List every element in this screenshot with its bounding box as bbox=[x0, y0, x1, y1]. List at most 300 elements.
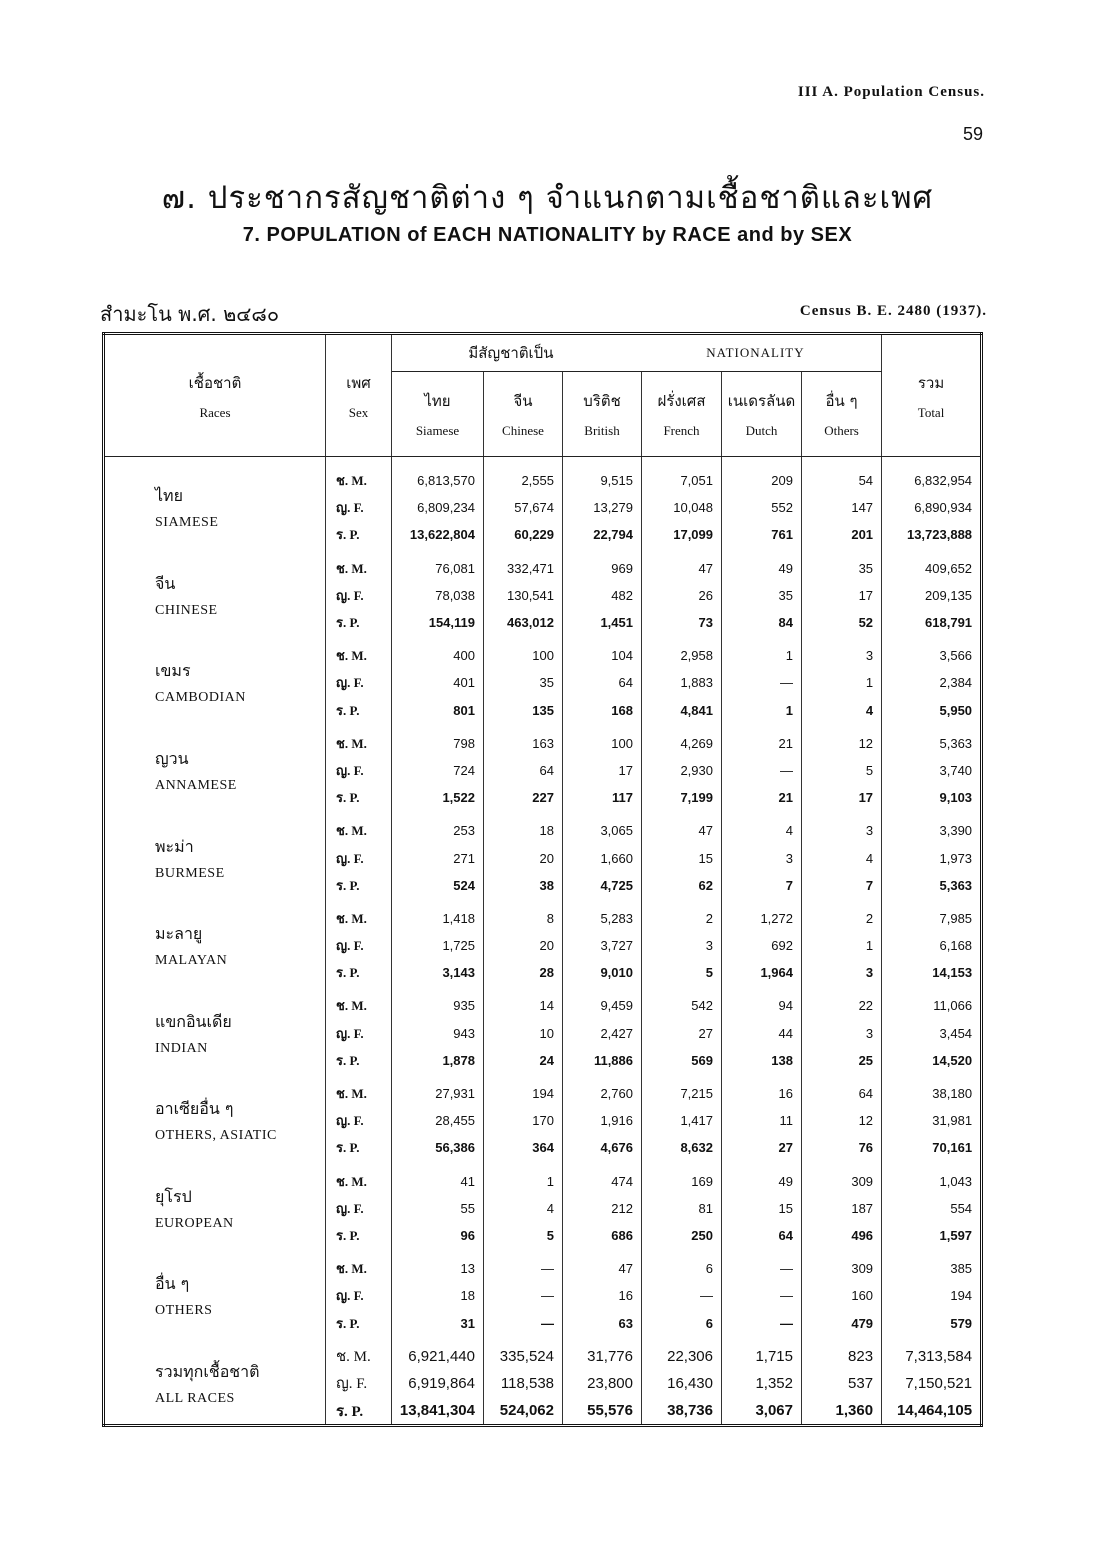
table-row bbox=[104, 724, 982, 757]
sex-label: ร. P. bbox=[326, 1134, 392, 1161]
table-row bbox=[104, 636, 982, 669]
data-cell: 479 bbox=[802, 1309, 882, 1336]
data-cell: — bbox=[722, 669, 802, 696]
sex-label: ญ. F. bbox=[326, 844, 392, 871]
data-cell: 15 bbox=[722, 1195, 802, 1222]
column-header-en: Others bbox=[824, 423, 859, 438]
data-cell: 1 bbox=[802, 932, 882, 959]
data-cell: 31 bbox=[392, 1309, 484, 1336]
total-cell: 579 bbox=[950, 1315, 973, 1331]
data-cell: 100 bbox=[563, 724, 642, 757]
sex-header-thai: เพศ bbox=[346, 373, 371, 392]
data-cell: 401 bbox=[392, 669, 484, 696]
data-cell: 1 bbox=[722, 697, 802, 724]
data-cell: 5 bbox=[484, 1222, 563, 1249]
data-cell: 5 bbox=[802, 757, 882, 784]
total-cell: 6,832,954 bbox=[914, 473, 973, 489]
data-cell: 4,269 bbox=[642, 724, 722, 757]
race-label-thai: พะม่า bbox=[155, 836, 194, 856]
data-cell: 169 bbox=[642, 1162, 722, 1195]
data-cell: 524 bbox=[392, 872, 484, 899]
data-cell: 1,360 bbox=[802, 1397, 882, 1426]
total-cell: 6,168 bbox=[939, 938, 973, 954]
data-cell: 76 bbox=[802, 1134, 882, 1161]
data-cell: 482 bbox=[563, 582, 642, 609]
data-cell: 4 bbox=[802, 844, 882, 871]
data-cell: 1 bbox=[484, 1162, 563, 1195]
total-cell: 7,985 bbox=[939, 910, 973, 926]
data-cell: 26 bbox=[642, 582, 722, 609]
nationality-column-header bbox=[642, 372, 722, 457]
race-label-thai: ญวน bbox=[155, 748, 189, 768]
data-cell: 7,199 bbox=[642, 784, 722, 811]
data-cell: 12 bbox=[802, 1107, 882, 1134]
total-cell: 38,180 bbox=[932, 1086, 973, 1102]
data-cell: 2,555 bbox=[484, 457, 563, 495]
column-header-thai: จีน bbox=[513, 392, 533, 410]
total-cell: 14,520 bbox=[932, 1052, 973, 1068]
total-cell: 2,384 bbox=[939, 675, 973, 691]
data-cell: 212 bbox=[563, 1195, 642, 1222]
table-row bbox=[104, 1162, 982, 1195]
data-cell: 6 bbox=[642, 1309, 722, 1336]
data-cell: 6,919,864 bbox=[392, 1370, 484, 1397]
data-cell: 23,800 bbox=[563, 1370, 642, 1397]
total-cell: 70,161 bbox=[932, 1140, 973, 1156]
total-cell: 13,723,888 bbox=[906, 527, 973, 543]
sex-label: ร. P. bbox=[326, 1047, 392, 1074]
total-cell: 209,135 bbox=[925, 587, 973, 603]
data-cell: 187 bbox=[802, 1195, 882, 1222]
race-label-en: ALL RACES bbox=[155, 1390, 235, 1406]
data-cell: 63 bbox=[563, 1309, 642, 1336]
data-cell: 135 bbox=[484, 697, 563, 724]
data-cell: 57,674 bbox=[484, 494, 563, 521]
data-cell: 542 bbox=[642, 986, 722, 1019]
sex-label: ช. M. bbox=[326, 1162, 392, 1195]
data-cell: 94 bbox=[722, 986, 802, 1019]
data-cell: 6,809,234 bbox=[392, 494, 484, 521]
sex-header bbox=[326, 334, 392, 457]
column-header-thai: เนเดรลันด bbox=[727, 392, 796, 410]
race-label-thai: จีน bbox=[155, 573, 176, 593]
nationality-header-en: NATIONALITY bbox=[706, 345, 805, 360]
total-cell: 1,597 bbox=[939, 1227, 973, 1243]
column-header-en: Dutch bbox=[745, 423, 778, 438]
race-label-en: MALAYAN bbox=[155, 953, 228, 969]
data-cell: 463,012 bbox=[484, 609, 563, 636]
races-header-en: Races bbox=[199, 404, 231, 420]
data-cell: — bbox=[642, 1282, 722, 1309]
data-cell: 7 bbox=[802, 872, 882, 899]
data-cell: 22 bbox=[802, 986, 882, 1019]
data-cell: 209 bbox=[722, 457, 802, 495]
nationality-header-thai: มีสัญชาติเป็น bbox=[468, 344, 554, 362]
data-cell: 7 bbox=[722, 872, 802, 899]
table-row bbox=[104, 1337, 982, 1370]
sex-label: ญ. F. bbox=[326, 582, 392, 609]
total-cell: 3,566 bbox=[939, 648, 973, 664]
data-cell: 686 bbox=[563, 1222, 642, 1249]
census-label: Census B. E. 2480 (1937). bbox=[799, 303, 987, 319]
race-label-en: ANNAMESE bbox=[155, 777, 237, 793]
data-cell: 524,062 bbox=[484, 1397, 563, 1426]
data-cell: 692 bbox=[722, 932, 802, 959]
total-cell: 3,454 bbox=[939, 1025, 973, 1041]
data-cell: 1 bbox=[722, 636, 802, 669]
data-cell: 253 bbox=[392, 811, 484, 844]
total-cell: 1,973 bbox=[939, 850, 973, 866]
data-cell: 52 bbox=[802, 609, 882, 636]
total-cell: 7,150,521 bbox=[905, 1374, 973, 1392]
data-cell: 21 bbox=[722, 784, 802, 811]
column-header-thai: บริติช bbox=[583, 392, 621, 410]
data-cell: 15 bbox=[642, 844, 722, 871]
nationality-column-header bbox=[722, 372, 802, 457]
data-cell: — bbox=[484, 1309, 563, 1336]
data-cell: 13,622,804 bbox=[392, 521, 484, 548]
data-cell: 55 bbox=[392, 1195, 484, 1222]
data-cell: 76,081 bbox=[392, 549, 484, 582]
data-cell: 3 bbox=[802, 1020, 882, 1047]
data-cell: 2,760 bbox=[563, 1074, 642, 1107]
data-cell: 49 bbox=[722, 549, 802, 582]
race-label-en: CHINESE bbox=[155, 602, 218, 618]
data-cell: 18 bbox=[392, 1282, 484, 1309]
data-cell: 27 bbox=[642, 1020, 722, 1047]
data-cell: — bbox=[722, 1309, 802, 1336]
data-cell: 6,921,440 bbox=[392, 1337, 484, 1370]
data-cell: 47 bbox=[642, 549, 722, 582]
data-cell: 8 bbox=[484, 899, 563, 932]
data-cell: 100 bbox=[484, 636, 563, 669]
total-cell: 554 bbox=[950, 1200, 973, 1216]
sex-label: ช. M. bbox=[326, 1074, 392, 1107]
data-cell: 1,725 bbox=[392, 932, 484, 959]
data-cell: 1,418 bbox=[392, 899, 484, 932]
race-label bbox=[104, 457, 326, 549]
data-cell: 35 bbox=[484, 669, 563, 696]
sex-label: ร. P. bbox=[326, 872, 392, 899]
data-cell: 1,878 bbox=[392, 1047, 484, 1074]
data-cell: 154,119 bbox=[392, 609, 484, 636]
data-cell: 64 bbox=[563, 669, 642, 696]
race-label-en: OTHERS bbox=[155, 1303, 213, 1319]
total-header-thai: รวม bbox=[917, 373, 945, 392]
data-cell: 309 bbox=[802, 1249, 882, 1282]
data-cell: 16 bbox=[722, 1074, 802, 1107]
nationality-header bbox=[392, 334, 882, 372]
total-cell: 6,890,934 bbox=[914, 500, 973, 516]
data-cell: 3 bbox=[722, 844, 802, 871]
sex-label: ช. M. bbox=[326, 811, 392, 844]
data-cell: 170 bbox=[484, 1107, 563, 1134]
data-cell: 496 bbox=[802, 1222, 882, 1249]
data-cell: 56,386 bbox=[392, 1134, 484, 1161]
data-cell: 9,459 bbox=[563, 986, 642, 1019]
data-cell: 64 bbox=[722, 1222, 802, 1249]
census-label-thai: สำมะโน พ.ศ. ๒๔๘๐ bbox=[100, 302, 280, 326]
column-header-en: Chinese bbox=[502, 423, 544, 438]
data-cell: 38 bbox=[484, 872, 563, 899]
data-cell: 27 bbox=[722, 1134, 802, 1161]
total-header-en: Total bbox=[917, 404, 945, 420]
nationality-column-header bbox=[484, 372, 563, 457]
data-cell: 11,886 bbox=[563, 1047, 642, 1074]
page-number: 59 bbox=[962, 124, 983, 144]
data-cell: 2,958 bbox=[642, 636, 722, 669]
race-label-en: CAMBODIAN bbox=[155, 690, 246, 706]
total-header bbox=[882, 334, 982, 457]
data-cell: 12 bbox=[802, 724, 882, 757]
total-cell: 31,981 bbox=[932, 1113, 973, 1129]
sex-label: ช. M. bbox=[326, 1337, 392, 1370]
data-cell: 271 bbox=[392, 844, 484, 871]
data-cell: 309 bbox=[802, 1162, 882, 1195]
data-cell: 60,229 bbox=[484, 521, 563, 548]
data-cell: 1,417 bbox=[642, 1107, 722, 1134]
data-cell: 28,455 bbox=[392, 1107, 484, 1134]
table-row bbox=[104, 1074, 982, 1107]
nationality-column-header bbox=[802, 372, 882, 457]
data-cell: 227 bbox=[484, 784, 563, 811]
data-cell: — bbox=[722, 1282, 802, 1309]
total-cell: 3,740 bbox=[939, 762, 973, 778]
data-cell: 168 bbox=[563, 697, 642, 724]
races-header bbox=[104, 334, 326, 457]
data-cell: 364 bbox=[484, 1134, 563, 1161]
total-cell: 618,791 bbox=[925, 615, 973, 631]
race-label bbox=[104, 986, 326, 1074]
race-label-en: BURMESE bbox=[155, 865, 225, 881]
sex-label: ช. M. bbox=[326, 724, 392, 757]
data-cell: 81 bbox=[642, 1195, 722, 1222]
data-cell: 10 bbox=[484, 1020, 563, 1047]
column-header-en: British bbox=[584, 423, 620, 438]
race-label bbox=[104, 1162, 326, 1250]
data-cell: 474 bbox=[563, 1162, 642, 1195]
sex-label: ร. P. bbox=[326, 609, 392, 636]
sex-label: ช. M. bbox=[326, 457, 392, 495]
race-label bbox=[104, 549, 326, 637]
race-label bbox=[104, 811, 326, 899]
data-cell: 801 bbox=[392, 697, 484, 724]
sex-label: ร. P. bbox=[326, 1397, 392, 1426]
data-cell: 943 bbox=[392, 1020, 484, 1047]
total-cell: 385 bbox=[950, 1261, 973, 1277]
data-cell: 118,538 bbox=[484, 1370, 563, 1397]
sex-label: ช. M. bbox=[326, 986, 392, 1019]
data-cell: 147 bbox=[802, 494, 882, 521]
table-row bbox=[104, 986, 982, 1019]
data-cell: 17 bbox=[802, 784, 882, 811]
page-title: 7. POPULATION of EACH NATIONALITY by RACE and by SEX bbox=[242, 224, 853, 246]
data-cell: 3 bbox=[802, 959, 882, 986]
total-cell: 409,652 bbox=[925, 560, 973, 576]
data-cell: 335,524 bbox=[484, 1337, 563, 1370]
data-cell: 16 bbox=[563, 1282, 642, 1309]
data-cell: 4,841 bbox=[642, 697, 722, 724]
data-cell: 9,515 bbox=[563, 457, 642, 495]
data-cell: 7,051 bbox=[642, 457, 722, 495]
data-cell: 3 bbox=[802, 636, 882, 669]
data-cell: 16,430 bbox=[642, 1370, 722, 1397]
column-header-en: French bbox=[663, 423, 700, 438]
race-label bbox=[104, 1074, 326, 1162]
data-cell: 17 bbox=[563, 757, 642, 784]
data-cell: 9,010 bbox=[563, 959, 642, 986]
data-cell: 14 bbox=[484, 986, 563, 1019]
data-cell: 250 bbox=[642, 1222, 722, 1249]
race-label-en: INDIAN bbox=[155, 1040, 208, 1056]
data-cell: 1,916 bbox=[563, 1107, 642, 1134]
data-cell: 798 bbox=[392, 724, 484, 757]
race-label bbox=[104, 636, 326, 724]
data-cell: 49 bbox=[722, 1162, 802, 1195]
data-cell: 117 bbox=[563, 784, 642, 811]
column-header-thai: ไทย bbox=[424, 392, 451, 410]
data-cell: 25 bbox=[802, 1047, 882, 1074]
race-label-thai: เขมร bbox=[155, 661, 191, 681]
total-cell: 14,464,105 bbox=[896, 1402, 973, 1420]
race-label bbox=[104, 1249, 326, 1337]
data-cell: 1 bbox=[802, 669, 882, 696]
race-label-thai: มะลายู bbox=[155, 924, 203, 944]
data-cell: 73 bbox=[642, 609, 722, 636]
data-cell: 96 bbox=[392, 1222, 484, 1249]
data-cell: 1,883 bbox=[642, 669, 722, 696]
data-cell: 17,099 bbox=[642, 521, 722, 548]
data-cell: 4 bbox=[722, 811, 802, 844]
data-cell: 400 bbox=[392, 636, 484, 669]
data-cell: 5 bbox=[642, 959, 722, 986]
data-cell: 13 bbox=[392, 1249, 484, 1282]
population-table bbox=[102, 332, 983, 1427]
data-cell: 3,727 bbox=[563, 932, 642, 959]
table-row bbox=[104, 549, 982, 582]
data-cell: 2 bbox=[802, 899, 882, 932]
data-cell: 935 bbox=[392, 986, 484, 1019]
data-cell: 761 bbox=[722, 521, 802, 548]
race-label-en: OTHERS, ASIATIC bbox=[155, 1128, 277, 1144]
race-label-en: EUROPEAN bbox=[155, 1215, 234, 1231]
total-cell: 7,313,584 bbox=[905, 1347, 973, 1365]
race-label-thai: ยุโรป bbox=[155, 1186, 192, 1206]
data-cell: 21 bbox=[722, 724, 802, 757]
sex-label: ร. P. bbox=[326, 1222, 392, 1249]
total-cell: 9,103 bbox=[939, 790, 973, 806]
total-cell: 1,043 bbox=[939, 1173, 973, 1189]
data-cell: 44 bbox=[722, 1020, 802, 1047]
sex-label: ญ. F. bbox=[326, 1195, 392, 1222]
data-cell: 4 bbox=[802, 697, 882, 724]
data-cell: 2,930 bbox=[642, 757, 722, 784]
data-cell: 969 bbox=[563, 549, 642, 582]
nationality-column-header bbox=[563, 372, 642, 457]
sex-label: ช. M. bbox=[326, 899, 392, 932]
sex-label: ญ. F. bbox=[326, 669, 392, 696]
data-cell: 163 bbox=[484, 724, 563, 757]
data-cell: 537 bbox=[802, 1370, 882, 1397]
data-cell: 41 bbox=[392, 1162, 484, 1195]
data-cell: 38,736 bbox=[642, 1397, 722, 1426]
data-cell: 2 bbox=[642, 899, 722, 932]
sex-label: ญ. F. bbox=[326, 1020, 392, 1047]
data-cell: 332,471 bbox=[484, 549, 563, 582]
total-cell: 5,363 bbox=[939, 877, 973, 893]
data-cell: 104 bbox=[563, 636, 642, 669]
data-cell: 1,522 bbox=[392, 784, 484, 811]
sex-label: ช. M. bbox=[326, 1249, 392, 1282]
race-label bbox=[104, 724, 326, 812]
data-cell: 47 bbox=[563, 1249, 642, 1282]
sex-label: ญ. F. bbox=[326, 757, 392, 784]
data-cell: 4,676 bbox=[563, 1134, 642, 1161]
data-cell: 1,352 bbox=[722, 1370, 802, 1397]
data-cell: 6 bbox=[642, 1249, 722, 1282]
data-cell: 552 bbox=[722, 494, 802, 521]
data-cell: 1,715 bbox=[722, 1337, 802, 1370]
data-cell: 5,283 bbox=[563, 899, 642, 932]
data-cell: 47 bbox=[642, 811, 722, 844]
table-row bbox=[104, 811, 982, 844]
data-cell: 3,143 bbox=[392, 959, 484, 986]
sex-label: ร. P. bbox=[326, 959, 392, 986]
sex-label: ญ. F. bbox=[326, 932, 392, 959]
data-cell: 18 bbox=[484, 811, 563, 844]
data-cell: 28 bbox=[484, 959, 563, 986]
sex-label: ช. M. bbox=[326, 549, 392, 582]
total-cell: 5,363 bbox=[939, 735, 973, 751]
race-label-thai: รวมทุกเชื้อชาติ bbox=[155, 1361, 260, 1381]
race-label-thai: อื่น ๆ bbox=[155, 1274, 190, 1294]
total-cell: 194 bbox=[950, 1288, 973, 1304]
total-cell: 5,950 bbox=[939, 702, 973, 718]
column-header-thai: อื่น ๆ bbox=[825, 392, 858, 410]
data-cell: 3,067 bbox=[722, 1397, 802, 1426]
data-cell: 160 bbox=[802, 1282, 882, 1309]
data-cell: — bbox=[722, 757, 802, 784]
data-cell: 8,632 bbox=[642, 1134, 722, 1161]
data-cell: 1,451 bbox=[563, 609, 642, 636]
data-cell: 13,841,304 bbox=[392, 1397, 484, 1426]
table-row bbox=[104, 457, 982, 495]
data-cell: 20 bbox=[484, 932, 563, 959]
data-cell: 6,813,570 bbox=[392, 457, 484, 495]
table-row bbox=[104, 1249, 982, 1282]
sex-label: ร. P. bbox=[326, 697, 392, 724]
data-cell: 138 bbox=[722, 1047, 802, 1074]
data-cell: 3 bbox=[642, 932, 722, 959]
data-cell: 20 bbox=[484, 844, 563, 871]
data-cell: 1,964 bbox=[722, 959, 802, 986]
data-cell: — bbox=[484, 1249, 563, 1282]
data-cell: 31,776 bbox=[563, 1337, 642, 1370]
nationality-column-header bbox=[392, 372, 484, 457]
data-cell: 569 bbox=[642, 1047, 722, 1074]
running-head: III A. Population Census. bbox=[797, 84, 985, 100]
race-label-thai: ไทย bbox=[155, 486, 183, 506]
race-label-thai: แขกอินเดีย bbox=[155, 1011, 232, 1031]
data-cell: 3,065 bbox=[563, 811, 642, 844]
data-cell: 4 bbox=[484, 1195, 563, 1222]
total-cell: 14,153 bbox=[932, 965, 973, 981]
data-cell: 55,576 bbox=[563, 1397, 642, 1426]
column-header-en: Siamese bbox=[415, 423, 460, 438]
data-cell: 27,931 bbox=[392, 1074, 484, 1107]
total-cell: 11,066 bbox=[933, 998, 973, 1014]
data-cell: 4,725 bbox=[563, 872, 642, 899]
